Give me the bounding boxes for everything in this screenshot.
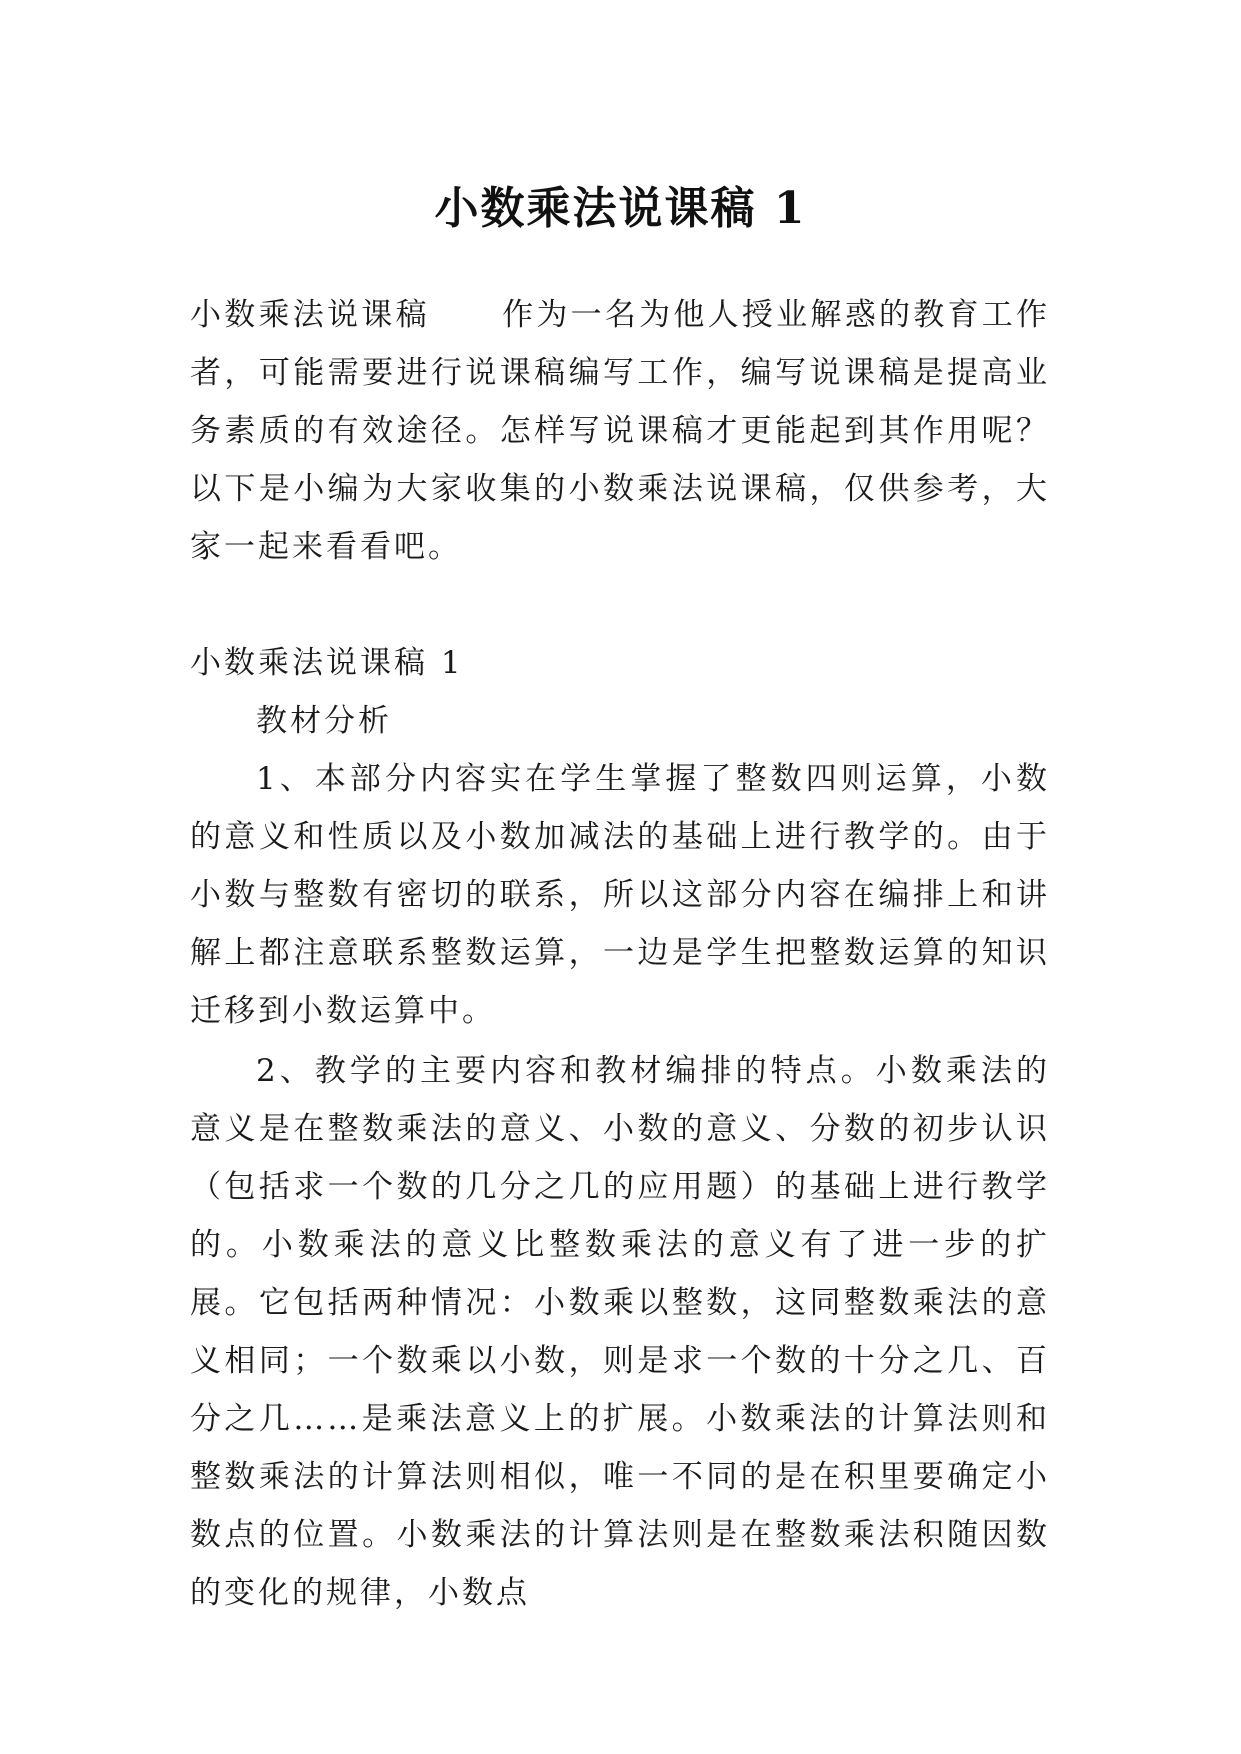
intro-paragraph: [190, 286, 1050, 576]
intro-text: 作为一名为他人授业解惑的教育工作者，可能需要进行说课稿编写工作，编写说课稿是提高业务素质的有效途径。怎样写说课稿才更能起到其作用呢？以下是小编为大家收集的小数乘法说课稿，仅供参考，大家一起来看看吧。: [190, 297, 1051, 565]
paragraph-1: 1、本部分内容实在学生掌握了整数四则运算，小数的意义和性质以及小数加减法的基础上进行教学的。由于小数与整数有密切的联系，所以这部分内容在编排上和讲解上都注意联系整数运算，一边是学生把整数运算的知识迁移到小数运算中。: [190, 761, 1050, 1029]
subheading: 教材分析: [256, 703, 392, 739]
paragraph-2: 2、教学的主要内容和教材编排的特点。小数乘法的意义是在整数乘法的意义、小数的意义、分数的初步认识（包括求一个数的几分之几的应用题）的基础上进行教学的。小数乘法的意义比整数乘法的意义有了进一步的扩展。它包括两种情况：小数乘以整数，这同整数乘法的意义相同；一个数乘以小数，则是求一个数的十分之几、百分之几……是乘法意义上的扩展。小数乘法的计算法则和整数乘法的计算法则相似，唯一不同的是在积里要确定小数点的位置。小数乘法的计算法则是在整数乘法积随因数的变化的规律，小数点: [190, 1053, 1050, 1611]
intro-lead: 小数乘法说课稿: [190, 297, 430, 333]
page-title: 小数乘法说课稿 1: [434, 183, 807, 235]
section-title: 小数乘法说课稿 1: [190, 645, 464, 681]
